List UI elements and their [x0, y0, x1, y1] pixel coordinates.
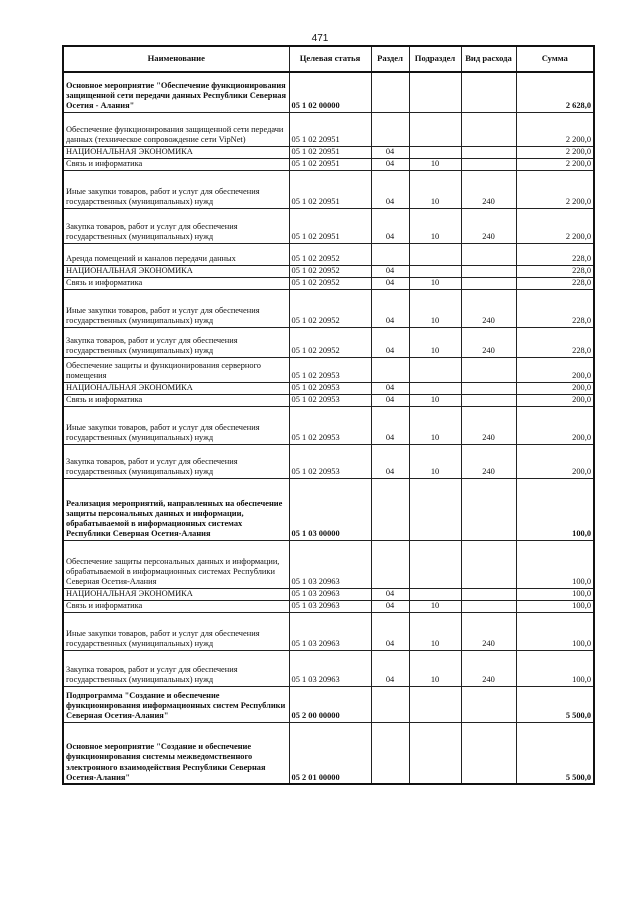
- cell-target-code: 05 1 02 00000: [289, 72, 371, 112]
- cell-kind: [461, 72, 516, 112]
- cell-target-code: 05 1 03 20963: [289, 540, 371, 588]
- cell-sum: 200,0: [516, 394, 594, 406]
- cell-target-code: 05 1 02 20951: [289, 158, 371, 170]
- cell-name: Реализация мероприятий, направленных на обеспечение защиты персональных данных и информации, обрабатываемой в информационных системах Республики Северная Осетия-Алания: [63, 478, 289, 540]
- cell-name: Обеспечение защиты персональных данных и информации, обрабатываемой в информационных системах Республики Северная Осетия-Алания: [63, 540, 289, 588]
- cell-kind: [461, 357, 516, 382]
- cell-sum: 200,0: [516, 382, 594, 394]
- table-row: [63, 406, 594, 444]
- cell-sum: 100,0: [516, 588, 594, 600]
- cell-sum: 228,0: [516, 265, 594, 277]
- cell-name: Закупка товаров, работ и услуг для обеспечения государственных (муниципальных) нужд: [63, 650, 289, 686]
- cell-section: 04: [371, 146, 409, 158]
- cell-subsection: 10: [409, 170, 461, 208]
- cell-section: 04: [371, 158, 409, 170]
- cell-name: Иные закупки товаров, работ и услуг для обеспечения государственных (муниципальных) нужд: [63, 612, 289, 650]
- cell-section: [371, 357, 409, 382]
- table-row: [63, 722, 594, 784]
- table-row: [63, 289, 594, 327]
- header-target: Целевая статья: [289, 46, 371, 72]
- table-row: [63, 540, 594, 588]
- cell-section: 04: [371, 394, 409, 406]
- cell-sum: 2 200,0: [516, 112, 594, 146]
- cell-subsection: 10: [409, 406, 461, 444]
- cell-section: 04: [371, 265, 409, 277]
- table-row: [63, 72, 594, 112]
- cell-target-code: 05 1 02 20952: [289, 265, 371, 277]
- cell-sum: 200,0: [516, 444, 594, 478]
- cell-kind: [461, 686, 516, 722]
- cell-subsection: [409, 686, 461, 722]
- cell-kind: 240: [461, 170, 516, 208]
- cell-target-code: 05 1 02 20952: [289, 289, 371, 327]
- cell-kind: [461, 265, 516, 277]
- cell-sum: 228,0: [516, 327, 594, 357]
- cell-subsection: [409, 265, 461, 277]
- cell-target-code: 05 2 00 00000: [289, 686, 371, 722]
- cell-kind: 240: [461, 289, 516, 327]
- cell-sum: 2 200,0: [516, 146, 594, 158]
- cell-target-code: 05 1 02 20951: [289, 170, 371, 208]
- cell-sum: 2 200,0: [516, 170, 594, 208]
- cell-target-code: 05 1 03 00000: [289, 478, 371, 540]
- cell-target-code: 05 1 03 20963: [289, 588, 371, 600]
- table-row: [63, 265, 594, 277]
- cell-subsection: [409, 243, 461, 265]
- cell-section: 04: [371, 406, 409, 444]
- cell-subsection: [409, 357, 461, 382]
- table-row: [63, 146, 594, 158]
- table-row: [63, 112, 594, 146]
- cell-name: НАЦИОНАЛЬНАЯ ЭКОНОМИКА: [63, 146, 289, 158]
- cell-kind: [461, 394, 516, 406]
- cell-name: Основное мероприятие "Создание и обеспечение функционирования системы межведомственного электронного взаимодействия Республики Северная Осетия-Алания": [63, 722, 289, 784]
- cell-subsection: 10: [409, 612, 461, 650]
- header-name: Наименование: [63, 46, 289, 72]
- cell-kind: [461, 146, 516, 158]
- cell-section: [371, 722, 409, 784]
- cell-section: 04: [371, 650, 409, 686]
- cell-kind: 240: [461, 612, 516, 650]
- cell-section: [371, 72, 409, 112]
- cell-sum: 2 628,0: [516, 72, 594, 112]
- cell-section: [371, 478, 409, 540]
- cell-target-code: 05 1 03 20963: [289, 650, 371, 686]
- cell-section: 04: [371, 588, 409, 600]
- cell-section: 04: [371, 170, 409, 208]
- cell-sum: 2 200,0: [516, 158, 594, 170]
- cell-subsection: 10: [409, 208, 461, 243]
- table-row: [63, 243, 594, 265]
- cell-name: Связь и информатика: [63, 600, 289, 612]
- table-header-row: [63, 46, 594, 72]
- cell-kind: [461, 382, 516, 394]
- cell-section: [371, 686, 409, 722]
- cell-subsection: [409, 588, 461, 600]
- cell-section: 04: [371, 444, 409, 478]
- cell-section: 04: [371, 277, 409, 289]
- cell-subsection: 10: [409, 650, 461, 686]
- cell-name: Закупка товаров, работ и услуг для обеспечения государственных (муниципальных) нужд: [63, 444, 289, 478]
- cell-target-code: 05 1 02 20953: [289, 406, 371, 444]
- table-row: [63, 277, 594, 289]
- cell-section: [371, 112, 409, 146]
- cell-sum: 200,0: [516, 357, 594, 382]
- cell-kind: [461, 158, 516, 170]
- cell-sum: 5 500,0: [516, 686, 594, 722]
- table-row: [63, 612, 594, 650]
- cell-name: Обеспечение защиты и функционирования серверного помещения: [63, 357, 289, 382]
- cell-kind: [461, 600, 516, 612]
- cell-target-code: 05 2 01 00000: [289, 722, 371, 784]
- cell-subsection: 10: [409, 277, 461, 289]
- cell-sum: 2 200,0: [516, 208, 594, 243]
- cell-subsection: [409, 722, 461, 784]
- cell-kind: 240: [461, 444, 516, 478]
- cell-sum: 100,0: [516, 612, 594, 650]
- table-row: [63, 394, 594, 406]
- table-row: [63, 600, 594, 612]
- cell-sum: 100,0: [516, 600, 594, 612]
- cell-kind: [461, 588, 516, 600]
- table-row: [63, 208, 594, 243]
- cell-subsection: [409, 146, 461, 158]
- cell-kind: 240: [461, 650, 516, 686]
- cell-subsection: 10: [409, 158, 461, 170]
- cell-kind: [461, 478, 516, 540]
- cell-sum: 100,0: [516, 478, 594, 540]
- cell-name: Иные закупки товаров, работ и услуг для обеспечения государственных (муниципальных) нужд: [63, 406, 289, 444]
- table-body: [63, 72, 594, 784]
- cell-kind: [461, 540, 516, 588]
- cell-kind: [461, 243, 516, 265]
- header-section: Раздел: [371, 46, 409, 72]
- cell-target-code: 05 1 02 20951: [289, 146, 371, 158]
- table-row: [63, 327, 594, 357]
- table-row: [63, 686, 594, 722]
- cell-subsection: 10: [409, 394, 461, 406]
- table-row: [63, 357, 594, 382]
- cell-name: НАЦИОНАЛЬНАЯ ЭКОНОМИКА: [63, 265, 289, 277]
- cell-name: Обеспечение функционирования защищенной сети передачи данных (техническое сопровождение сети VipNet): [63, 112, 289, 146]
- table-row: [63, 650, 594, 686]
- cell-subsection: [409, 382, 461, 394]
- cell-target-code: 05 1 02 20953: [289, 444, 371, 478]
- table-row: [63, 588, 594, 600]
- cell-name: Связь и информатика: [63, 277, 289, 289]
- cell-name: НАЦИОНАЛЬНАЯ ЭКОНОМИКА: [63, 382, 289, 394]
- cell-subsection: [409, 478, 461, 540]
- cell-kind: [461, 277, 516, 289]
- cell-subsection: [409, 540, 461, 588]
- cell-target-code: 05 1 02 20951: [289, 208, 371, 243]
- cell-target-code: 05 1 02 20952: [289, 243, 371, 265]
- table-row: [63, 170, 594, 208]
- cell-name: Связь и информатика: [63, 158, 289, 170]
- cell-name: Иные закупки товаров, работ и услуг для обеспечения государственных (муниципальных) нужд: [63, 289, 289, 327]
- page-number: 471: [311, 33, 329, 44]
- cell-section: 04: [371, 208, 409, 243]
- cell-subsection: [409, 112, 461, 146]
- table-row: [63, 158, 594, 170]
- cell-target-code: 05 1 02 20953: [289, 394, 371, 406]
- cell-subsection: 10: [409, 444, 461, 478]
- cell-name: Связь и информатика: [63, 394, 289, 406]
- cell-name: Закупка товаров, работ и услуг для обеспечения государственных (муниципальных) нужд: [63, 208, 289, 243]
- cell-section: 04: [371, 612, 409, 650]
- header-kind: Вид расхода: [461, 46, 516, 72]
- cell-subsection: [409, 72, 461, 112]
- cell-name: Подпрограмма "Создание и обеспечение функционирования информационных систем Республики Северная Осетия-Алания": [63, 686, 289, 722]
- cell-kind: 240: [461, 327, 516, 357]
- cell-target-code: 05 1 02 20952: [289, 277, 371, 289]
- cell-name: НАЦИОНАЛЬНАЯ ЭКОНОМИКА: [63, 588, 289, 600]
- cell-name: Закупка товаров, работ и услуг для обеспечения государственных (муниципальных) нужд: [63, 327, 289, 357]
- header-subsection: Подраздел: [409, 46, 461, 72]
- cell-section: 04: [371, 327, 409, 357]
- cell-kind: [461, 722, 516, 784]
- cell-target-code: 05 1 02 20951: [289, 112, 371, 146]
- cell-target-code: 05 1 02 20953: [289, 382, 371, 394]
- cell-sum: 228,0: [516, 243, 594, 265]
- cell-kind: 240: [461, 208, 516, 243]
- cell-subsection: 10: [409, 289, 461, 327]
- cell-name: Основное мероприятие "Обеспечение функционирования защищенной сети передачи данных Республики Северная Осетия - Алания": [63, 72, 289, 112]
- cell-target-code: 05 1 03 20963: [289, 612, 371, 650]
- cell-section: [371, 243, 409, 265]
- cell-sum: 200,0: [516, 406, 594, 444]
- cell-target-code: 05 1 02 20952: [289, 327, 371, 357]
- cell-target-code: 05 1 03 20963: [289, 600, 371, 612]
- cell-sum: 100,0: [516, 650, 594, 686]
- cell-subsection: 10: [409, 600, 461, 612]
- cell-section: 04: [371, 600, 409, 612]
- cell-name: Аренда помещений и каналов передачи данных: [63, 243, 289, 265]
- cell-kind: 240: [461, 406, 516, 444]
- budget-table: [62, 45, 595, 785]
- cell-sum: 100,0: [516, 540, 594, 588]
- table-row: [63, 478, 594, 540]
- cell-section: 04: [371, 382, 409, 394]
- cell-sum: 228,0: [516, 289, 594, 327]
- table-row: [63, 382, 594, 394]
- header-sum: Сумма: [516, 46, 594, 72]
- cell-kind: [461, 112, 516, 146]
- cell-section: 04: [371, 289, 409, 327]
- cell-target-code: 05 1 02 20953: [289, 357, 371, 382]
- table-row: [63, 444, 594, 478]
- cell-subsection: 10: [409, 327, 461, 357]
- cell-section: [371, 540, 409, 588]
- cell-sum: 5 500,0: [516, 722, 594, 784]
- cell-name: Иные закупки товаров, работ и услуг для обеспечения государственных (муниципальных) нужд: [63, 170, 289, 208]
- cell-sum: 228,0: [516, 277, 594, 289]
